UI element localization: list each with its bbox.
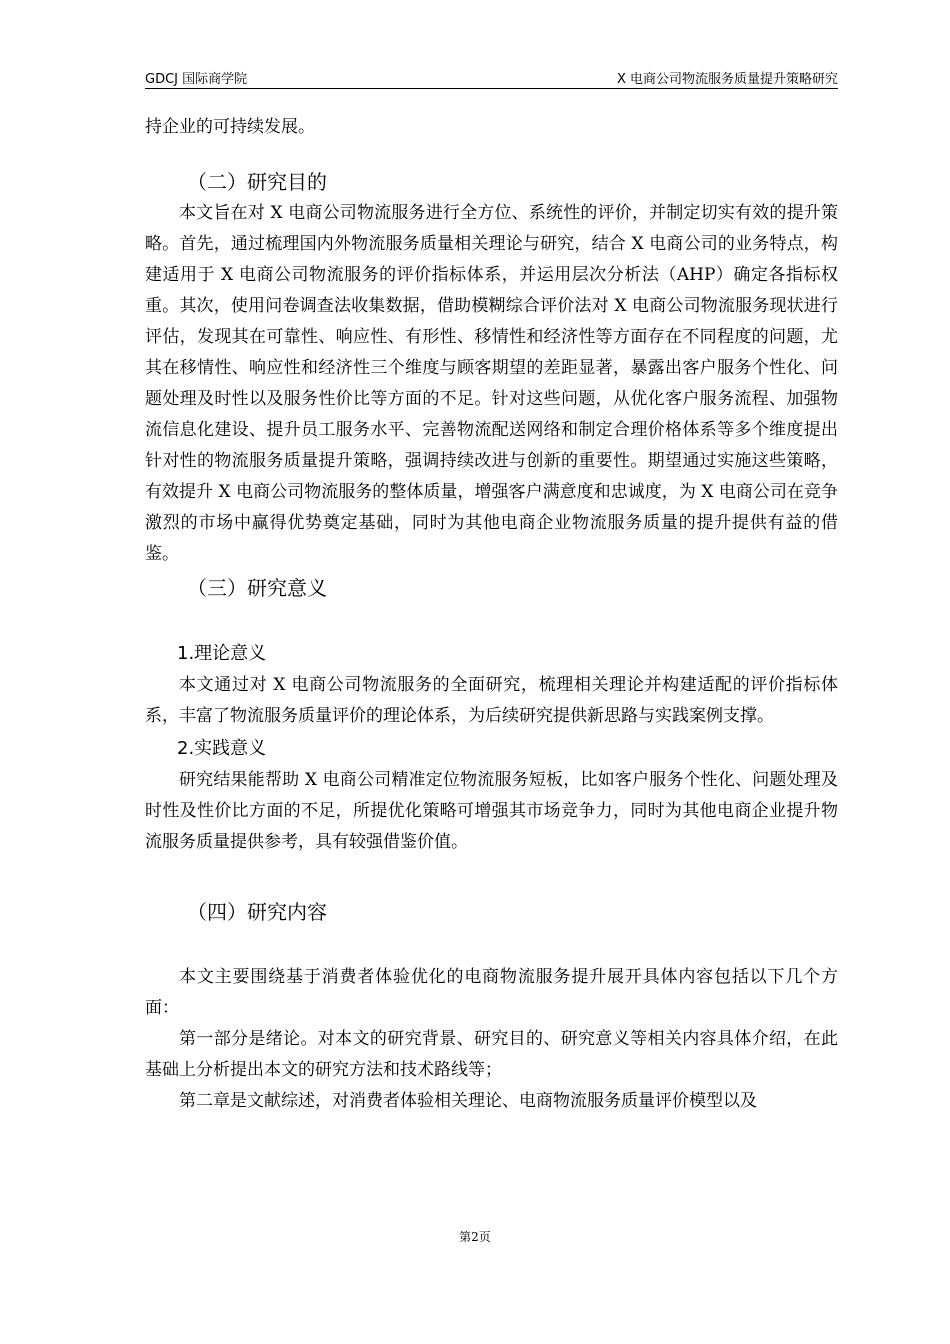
paragraph-practice: 研究结果能帮助 X 电商公司精准定位物流服务短板，比如客户服务个性化、问题处理及时性及性价比方面的不足，所提优化策略可增强其市场竞争力，同时为其他电商企业提升物流服务质量提供参考，具有较强借鉴价值。 — [145, 770, 838, 852]
subheading-theory: 1.理论意义 — [177, 643, 267, 664]
page-number: 第2页 — [459, 1230, 491, 1244]
header-school: GDCJ 国际商学院 — [145, 72, 248, 87]
page-header — [145, 66, 838, 89]
section-heading-content: （四）研究内容 — [187, 900, 327, 924]
page-body — [145, 112, 838, 1117]
paragraph-continued: 持企业的可持续发展。 — [145, 117, 315, 137]
paragraph-theory: 本文通过对 X 电商公司物流服务的全面研究，梳理相关理论并构建适配的评价指标体系，丰富了物流服务质量评价的理论体系，为后续研究提供新思路与实践案例支撑。 — [145, 675, 838, 726]
paragraph-part1: 第一部分是绪论。对本文的研究背景、研究目的、研究意义等相关内容具体介绍，在此基础上分析提出本文的研究方法和技术路线等； — [145, 1029, 838, 1080]
paragraph-part2: 第二章是文献综述，对消费者体验相关理论、电商物流服务质量评价模型以及 — [179, 1091, 757, 1111]
paragraph-purpose: 本文旨在对 X 电商公司物流服务进行全方位、系统性的评价，并制定切实有效的提升策略。首先，通过梳理国内外物流服务质量相关理论与研究，结合 X 电商公司的业务特点，构建适用于 X 电商公司物流服务的评价指标体系，并运用层次分析法（AHP）确定各指标权重。其次，使用问卷调查法收集数据，借助模糊综合评价法对 X 电商公司物流服务现状进行评估，发现其在可靠性、响应性、有形性、移情性和经济性等方面存在不同程度的问题，尤其在移情性、响应性和经济性三个维度与顾客期望的差距显著，暴露出客户服务个性化、问题处理及时性以及服务性价比等方面的不足。针对这些问题，从优化客户服务流程、加强物流信息化建设、提升员工服务水平、完善物流配送网络和制定合理价格体系等多个维度提出针对性的物流服务质量提升策略，强调持续改进与创新的重要性。期望通过实施这些策略，有效提升 X 电商公司物流服务的整体质量，增强客户满意度和忠诚度，为 X 电商公司在竞争激烈的市场中赢得优势奠定基础，同时为其他电商企业物流服务质量的提升提供有益的借鉴。 — [145, 203, 838, 564]
header-title: X 电商公司物流服务质量提升策略研究 — [616, 72, 838, 87]
section-heading-purpose: （二）研究目的 — [187, 170, 327, 194]
paragraph-content-intro: 本文主要围绕基于消费者体验优化的电商物流服务提升展开具体内容包括以下几个方面： — [145, 967, 838, 1018]
section-heading-significance: （三）研究意义 — [187, 576, 327, 600]
subheading-practice: 2.实践意义 — [177, 738, 267, 759]
